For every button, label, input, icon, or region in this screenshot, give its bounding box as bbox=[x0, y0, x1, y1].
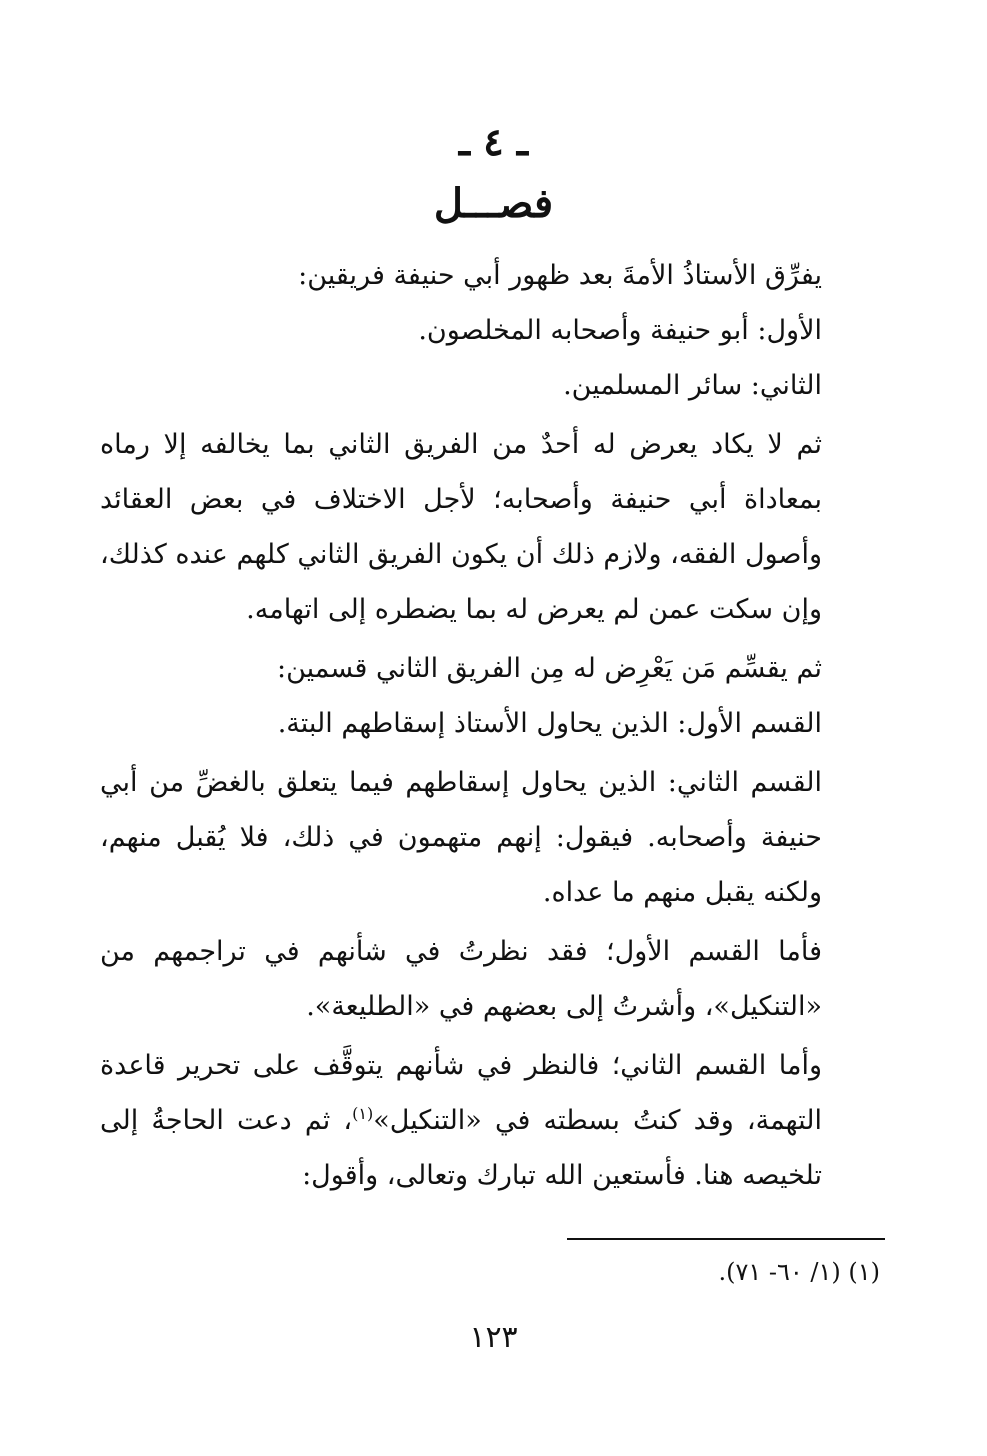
body-text bbox=[100, 248, 822, 1203]
paragraph-first-division: القسم الأول: الذين يحاول الأستاذ إسقاطهم البتة. bbox=[277, 708, 822, 739]
paragraph-division: ثم يقسِّم مَن يَعْرِض له مِن الفريق الثاني قسمين: bbox=[276, 653, 822, 684]
paragraph-intro: يفرِّق الأستاذُ الأمةَ بعد ظهور أبي حنيفة فريقين: bbox=[298, 260, 822, 291]
page-number: ١٢٣ bbox=[469, 1320, 518, 1355]
paragraph-second-division-text: وأما القسم الثاني؛ فالنظر في شأنهم يتوقَّف على تحرير قاعدة التهمة، وقد كنتُ بسطته في «التنكيل» bbox=[100, 1050, 822, 1136]
paragraph-second-division-continuation: ، ثم دعت الحاجةُ إلى تلخيصه هنا. فأستعين الله تبارك وتعالى، وأقول: bbox=[100, 1105, 822, 1191]
paragraph-accusation: ثم لا يكاد يعرض له أحدٌ من الفريق الثاني بما يخالفه إلا رماه بمعاداة أبي حنيفة وأصحابه؛ لأجل الاختلاف في بعض العقائد وأصول الفقه، ولازم ذلك أن يكون الفريق الثاني كلهم عنده كذلك، وإن سكت عمن لم يعرض له بما يضطره إلى اتهامه. bbox=[100, 429, 822, 625]
footnote: (١) (١/ ٦٠- ٧١). bbox=[718, 1258, 880, 1286]
paragraph-second-division: القسم الثاني: الذين يحاول إسقاطهم فيما يتعلق بالغضِّ من أبي حنيفة وأصحابه. فيقول: إنهم متهمون في ذلك، فلا يُقبل منهم، ولكنه يقبل منهم ما عداه. bbox=[100, 767, 823, 908]
paragraph-second-division-discussion bbox=[100, 1038, 822, 1203]
footnote-marker[interactable]: (١) bbox=[352, 1104, 374, 1123]
paragraph-first-division-discussion: فأما القسم الأول؛ فقد نظرتُ في شأنهم في تراجمهم من «التنكيل»، وأشرتُ إلى بعضهم في «الطليعة». bbox=[100, 936, 822, 1022]
footnote-divider bbox=[567, 1238, 885, 1240]
section-number: ـ ٤ ـ bbox=[458, 119, 529, 164]
paragraph-first-group: الأول: أبو حنيفة وأصحابه المخلصون. bbox=[418, 315, 822, 346]
section-title: فصـــل bbox=[433, 180, 554, 227]
paragraph-second-group: الثاني: سائر المسلمين. bbox=[563, 370, 822, 401]
